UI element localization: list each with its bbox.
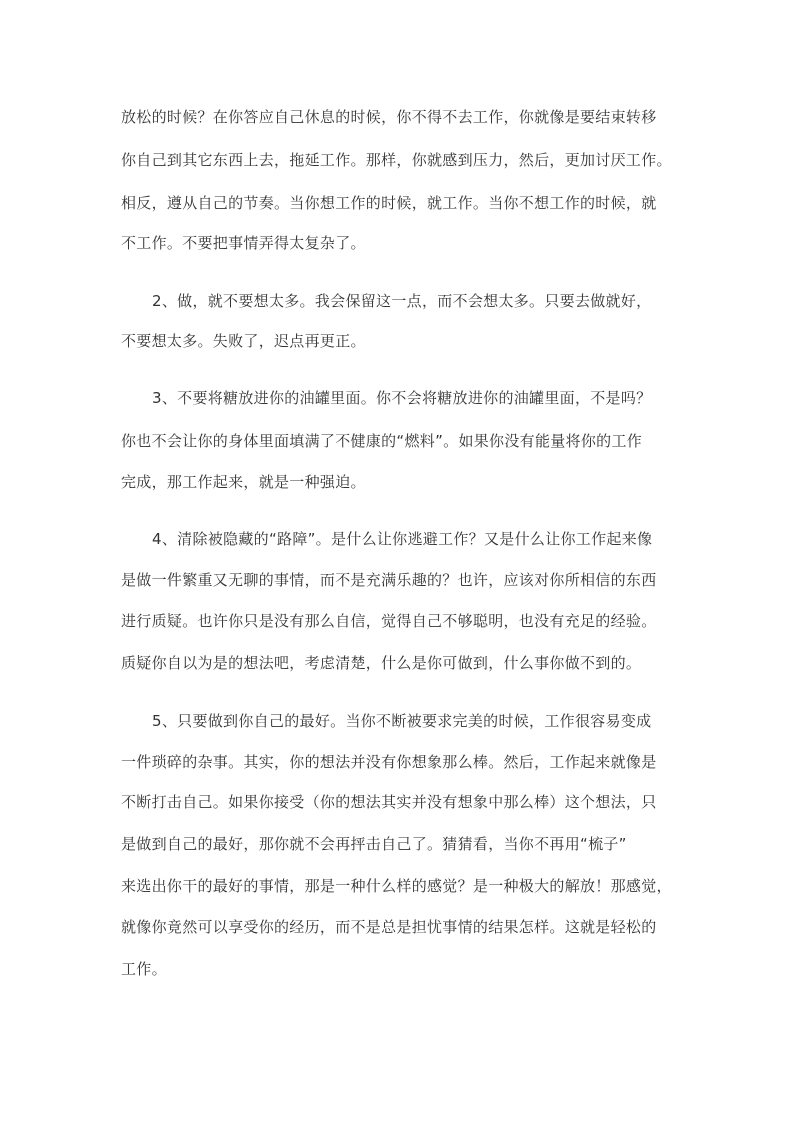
paragraph-5-line-4: 是做到自己的最好，那你就不会再抨击自己了。猜猜看，当你不再用“梳子” bbox=[121, 835, 627, 853]
paragraph-1-line-4: 不工作。不要把事情弄得太复杂了。 bbox=[121, 234, 366, 252]
paragraph-4-line-4: 质疑你自以为是的想法吧，考虑清楚，什么是你可做到，什么事你做不到的。 bbox=[121, 654, 642, 672]
paragraph-1-line-1: 放松的时候？在你答应自己休息的时候，你不得不去工作，你就像是要结束转移 bbox=[121, 108, 657, 126]
paragraph-5-line-3: 不断打击自己。如果你接受（你的想法其实并没有想象中那么棒）这个想法，只 bbox=[121, 793, 657, 811]
paragraph-3-line-3: 完成，那工作起来，就是一种强迫。 bbox=[121, 473, 366, 491]
paragraph-3-line-2: 你也不会让你的身体里面填满了不健康的“燃料”。如果你没有能量将你的工作 bbox=[121, 432, 643, 450]
paragraph-1-line-3: 相反，遵从自己的节奏。当你想工作的时候，就工作。当你不想工作的时候，就 bbox=[121, 194, 657, 212]
paragraph-5-line-5: 来选出你干的最好的事情，那是一种什么样的感觉？是一种极大的解放！那感觉， bbox=[121, 877, 672, 895]
paragraph-2-line-1: 2、做，就不要想太多。我会保留这一点，而不会想太多。只要去做就好， bbox=[152, 292, 652, 310]
paragraph-4-line-1: 4、清除被隐藏的“路障”。是什么让你逃避工作？又是什么让你工作起来像 bbox=[152, 530, 653, 548]
paragraph-5-line-1: 5、只要做到你自己的最好。当你不断被要求完美的时候，工作很容易变成 bbox=[152, 712, 652, 730]
paragraph-5-line-6: 就像你竟然可以享受你的经历，而不是总是担忧事情的结果怎样。这就是轻松的 bbox=[121, 918, 657, 936]
paragraph-2-line-2: 不要想太多。失败了，迟点再更正。 bbox=[121, 332, 366, 350]
paragraph-5-line-7: 工作。 bbox=[121, 960, 167, 978]
paragraph-5-line-2: 一件琐碎的杂事。其实，你的想法并没有你想象那么棒。然后，工作起来就像是 bbox=[121, 753, 657, 771]
paragraph-4-line-2: 是做一件繁重又无聊的事情，而不是充满乐趣的？也许，应该对你所相信的东西 bbox=[121, 571, 657, 589]
paragraph-4-line-3: 进行质疑。也许你只是没有那么自信，觉得自己不够聪明，也没有充足的经验。 bbox=[121, 612, 657, 630]
paragraph-3-line-1: 3、不要将糖放进你的油罐里面。你不会将糖放进你的油罐里面，不是吗？ bbox=[152, 389, 652, 407]
paragraph-1-line-2: 你自己到其它东西上去，拖延工作。那样，你就感到压力，然后，更加讨厌工作。 bbox=[121, 151, 672, 169]
